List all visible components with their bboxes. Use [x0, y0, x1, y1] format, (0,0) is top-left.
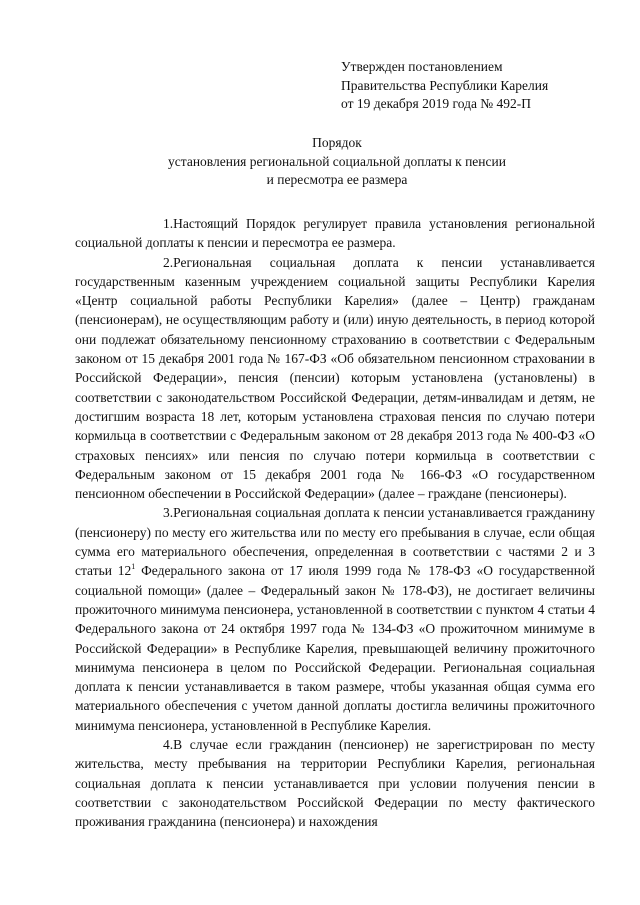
approval-line-2: Правительства Республики Карелия	[341, 77, 549, 93]
paragraph-text: В случае если гражданин (пенсионер) не зарегистрирован по месту жительства, месту пребывания на территории Республики Карелия, региональная социальная доплата к пенсии устанавливается при условии получения пенсии в соответствии с законодательством Российской Федерации по месту фактического проживания гражданина (пенсионера) и нахождения	[75, 737, 595, 830]
approval-stamp	[341, 58, 548, 114]
paragraph-1	[75, 214, 595, 253]
paragraph-text: Региональная социальная доплата к пенсии устанавливается гражданину (пенсионеру) по месту его жительства или по месту его пребывания в случае, если общая сумма его материального обеспечения, определенная в соответствии с частями 2 и 3 статьи 12	[75, 505, 595, 579]
approval-line-1: Утвержден постановлением	[341, 59, 503, 74]
document-body	[75, 214, 595, 832]
paragraph-text: Региональная социальная доплата к пенсии устанавливается государственным казенным учреждением социальной защиты Республики Карелия «Центр социальной работы Республики Карелия» (далее – Центр) гражданам (пенсионерам), не осуществляющим работу и (или) иную деятельность, в период которой они подлежат обязательному пенсионному страхованию в соответствии с Федеральным законом от 15 декабря 2001 года № 167-ФЗ «Об обязательном пенсионном страховании в Российской Федерации», пенсия (пенсии) которым установлена (установлены) в соответствии с законодательством Российской Федерации, детям-инвалидам и детям, не достигшим возраста 18 лет, которым установлена страховая пенсия по случаю потери кормильца в соответствии с Федеральным законом от 28 декабря 2013 года № 400-ФЗ «О страховых пенсиях» или пенсия по случаю потери кормильца в соответствии с Федеральным законом от 15 декабря 2001 года № 166-ФЗ «О государственном пенсионном обеспечении в Российской Федерации» (далее – граждане (пенсионеры).	[75, 254, 595, 502]
paragraph-number: 2.	[163, 254, 174, 270]
superscript: 1	[131, 562, 136, 572]
document-title	[80, 134, 594, 190]
paragraph-3	[75, 503, 595, 735]
paragraph-number: 4.	[163, 737, 174, 753]
paragraph-4	[75, 735, 595, 831]
paragraph-text: Настоящий Порядок регулирует правила установления региональной социальной доплаты к пенсии и пересмотра ее размера.	[75, 216, 595, 251]
paragraph-2	[75, 253, 595, 504]
paragraph-number: 3.	[163, 505, 174, 521]
paragraph-number: 1.	[163, 216, 174, 231]
title-line-1: Порядок	[312, 135, 362, 150]
approval-line-3: от 19 декабря 2019 года № 492-П	[341, 96, 532, 111]
paragraph-text-continued: Федерального закона от 17 июля 1999 года № 178-ФЗ «О государственной социальной помощи» (далее – Федеральный закон № 178-ФЗ), не достигает величины прожиточного минимума пенсионера, установленной в соответствии с пунктом 4 статьи 4 Федерального закона от 24 октября 1997 года № 134-ФЗ «О прожиточном минимуме в Российской Федерации» в Республике Карелия, превышающей величину прожиточного минимума пенсионера в целом по Российской Федерации. Региональная социальная доплата к пенсии устанавливается в таком размере, чтобы указанная общая сумма его материального обеспечения с учетом данной доплаты достигла величины прожиточного минимума пенсионера, установленной в Республике Карелия.	[75, 563, 595, 733]
title-line-2: установления региональной социальной доплаты к пенсии	[168, 153, 506, 169]
title-line-3: и пересмотра ее размера	[266, 172, 408, 187]
